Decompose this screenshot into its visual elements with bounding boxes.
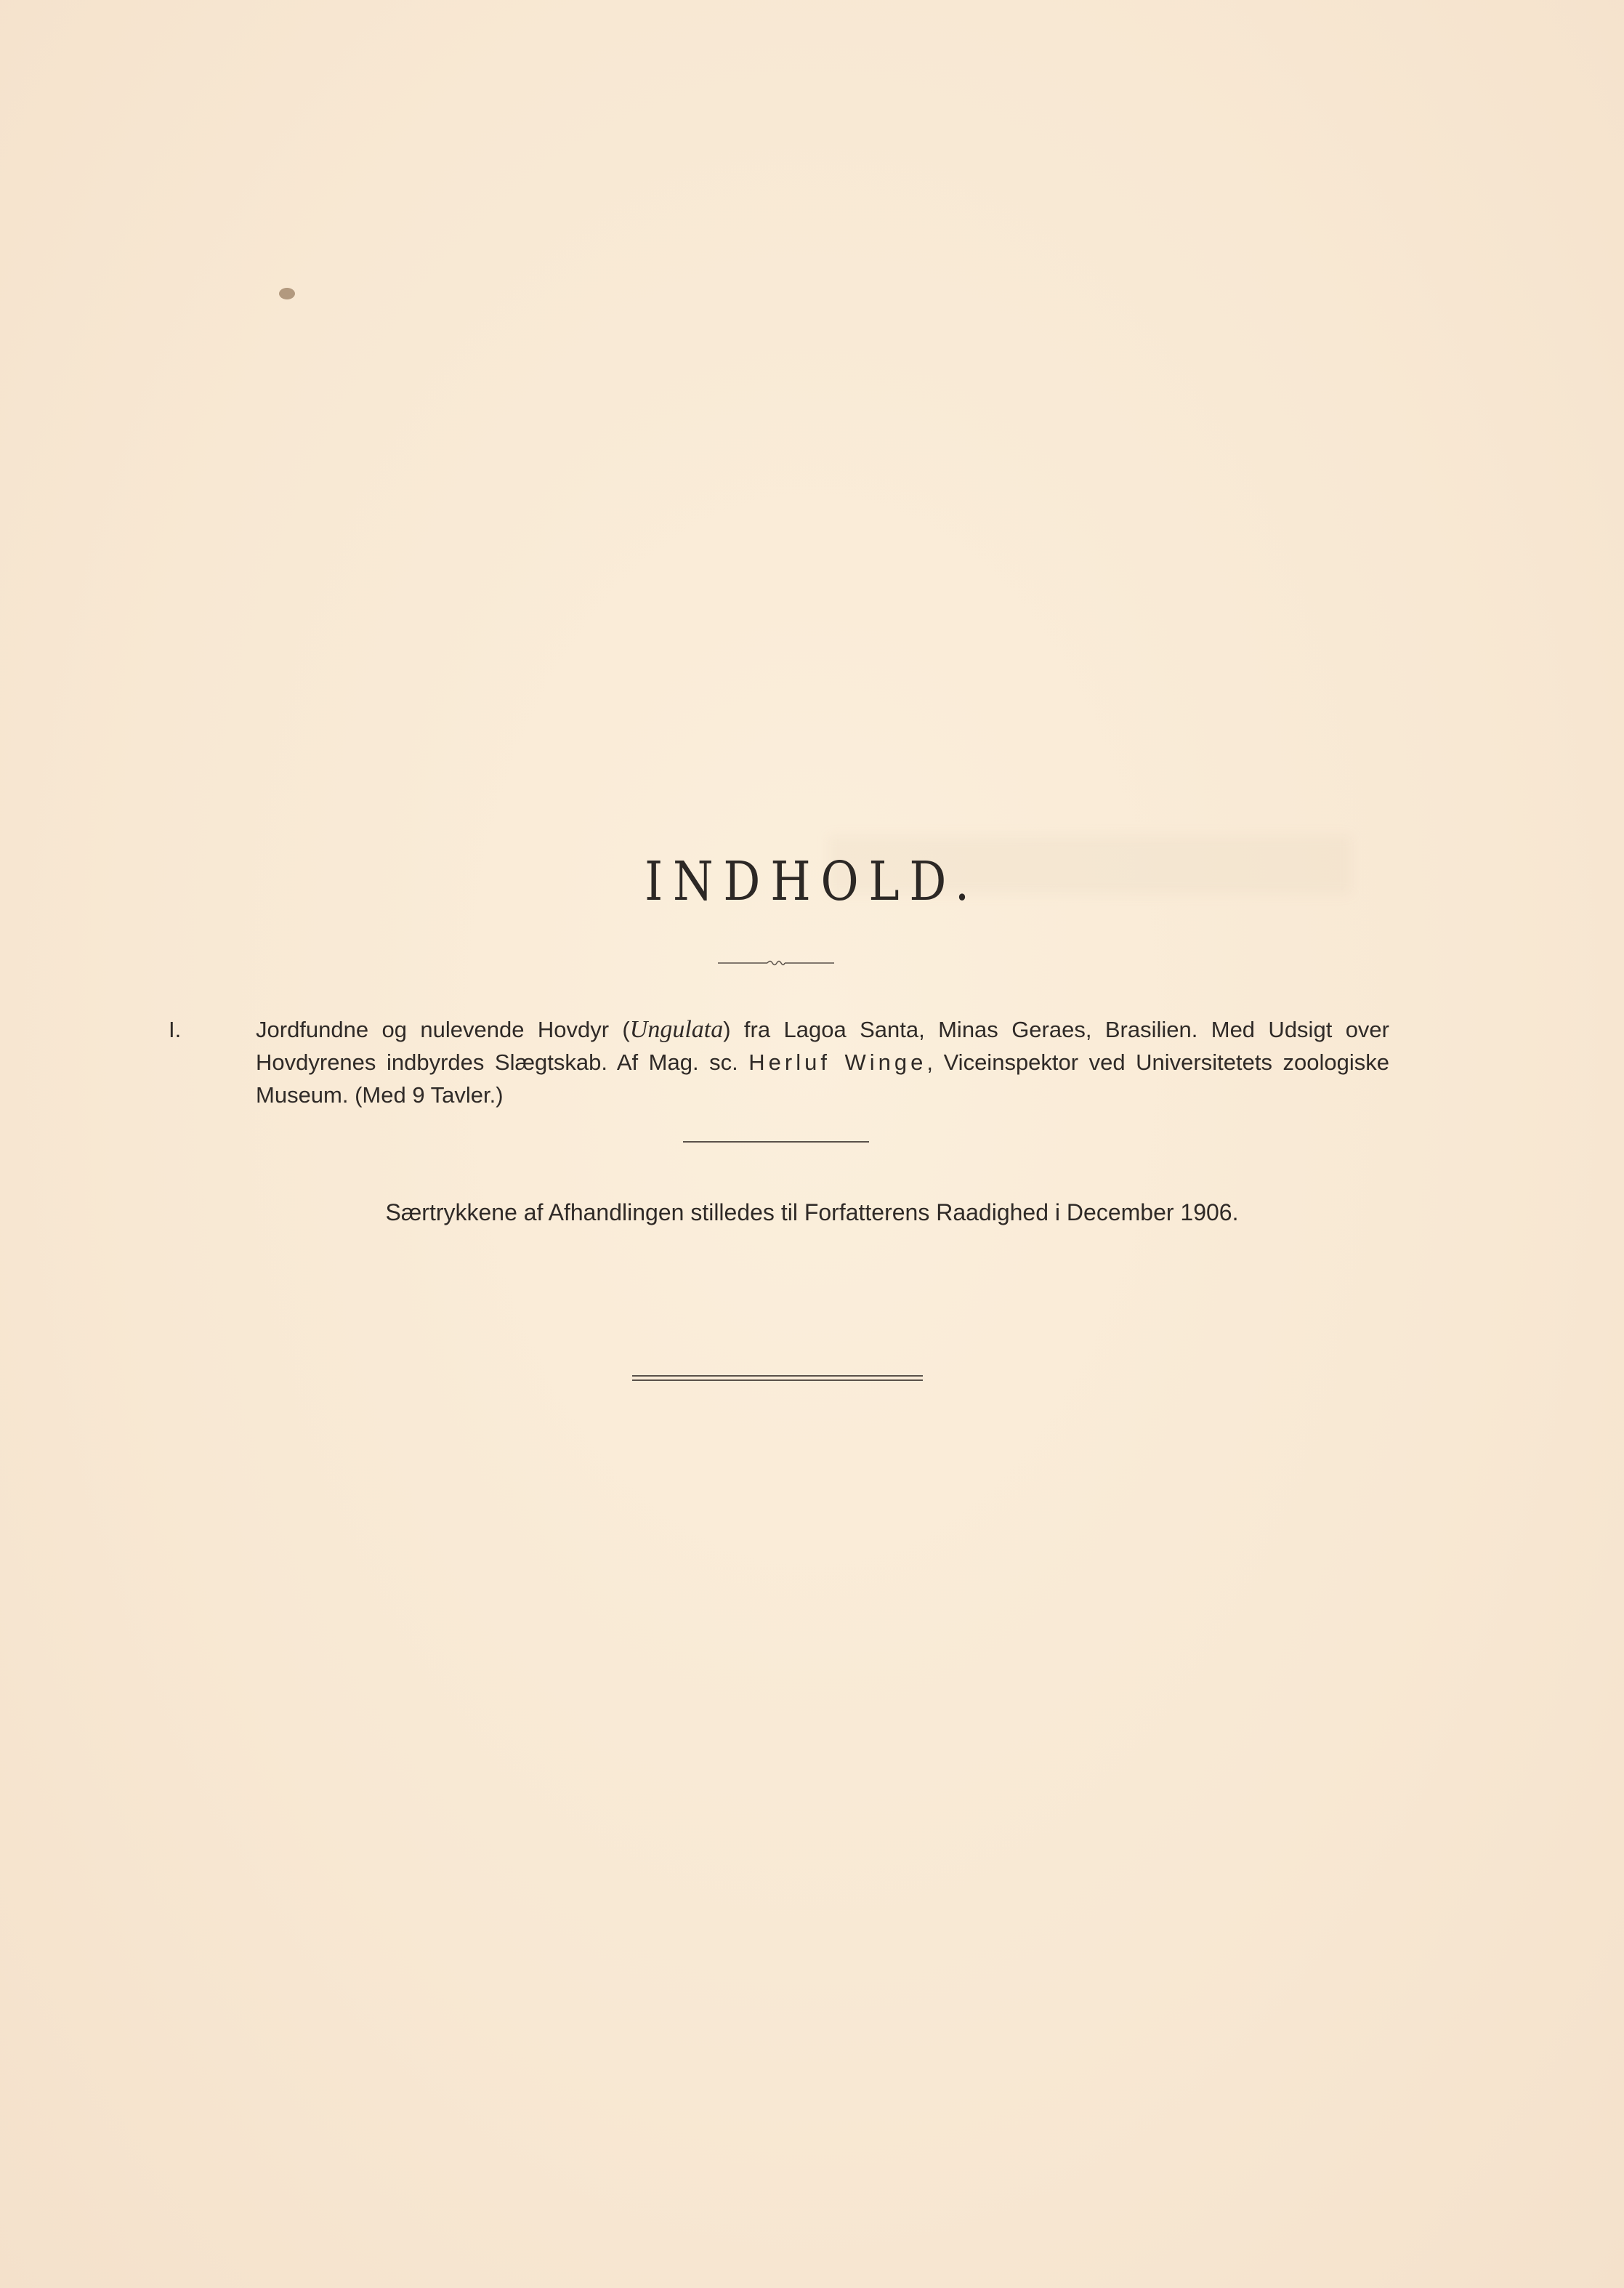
toc-entry-author: Herluf Winge xyxy=(748,1050,927,1075)
closing-double-rule xyxy=(632,1375,923,1381)
title-ornament-divider xyxy=(718,958,834,968)
toc-entry-text-part1: Jordfundne og nulevende Hovdyr ( xyxy=(256,1017,630,1042)
page-title: INDHOLD. xyxy=(645,850,979,913)
offprint-note: Særtrykkene af Afhandlingen stilledes til Forfatterens Raadighed i December 1906. xyxy=(385,1199,1239,1225)
toc-entry-text xyxy=(256,1013,1389,1111)
ink-speck xyxy=(279,288,295,299)
toc-entry xyxy=(169,1013,1389,1111)
toc-entry-italic-term: Ungulata xyxy=(629,1016,724,1043)
section-rule xyxy=(683,1141,869,1143)
toc-entry-text-part2: ) fra Lagoa Santa, Minas Geraes, Brasilien. Med Udsigt over Hovdyrenes indbyrdes Slægtskab. Af Mag. sc. xyxy=(256,1017,1389,1075)
toc-entry-text-part3: , Viceinspektor ved Universitetets zoologiske Museum. (Med 9 Tavler.) xyxy=(256,1050,1389,1108)
toc-entry-number: I. xyxy=(169,1017,182,1042)
